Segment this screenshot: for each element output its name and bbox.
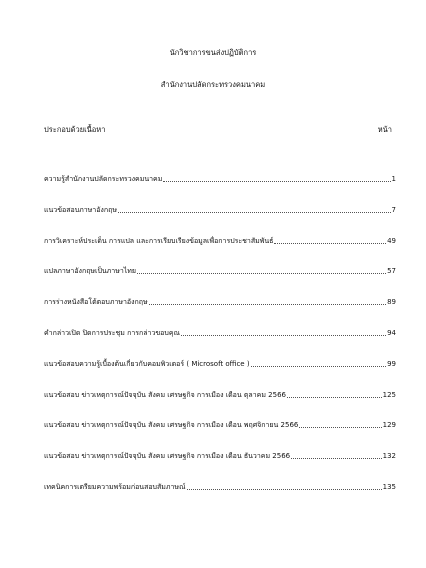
toc-entry-page: 57 <box>387 267 396 276</box>
toc-entry <box>44 297 396 307</box>
toc-entry-title: การร่างหนังสือโต้ตอบภาษาอังกฤษ <box>44 298 148 307</box>
toc-leader-dots <box>291 458 382 459</box>
toc-leader-dots <box>163 181 390 182</box>
toc-entry <box>44 236 396 246</box>
toc-leader-dots <box>274 243 386 244</box>
toc-entry-title: แปลภาษาอังกฤษเป็นภาษาไทย <box>44 267 136 276</box>
toc-entry-page: 129 <box>382 421 396 430</box>
toc-entry <box>44 482 396 492</box>
toc-entry-page: 1 <box>391 175 396 183</box>
toc-entry-title: เทคนิคการเตรียมความพร้อมก่อนสอบสัมภาษณ์ <box>44 482 186 491</box>
toc-entry-title: การวิเคราะห์ประเด็น การแปล และการเรียบเรียงข้อมูลเพื่อการประชาสัมพันธ์ <box>44 236 274 245</box>
contents-heading: ประกอบด้วยเนื้อหา <box>44 125 106 134</box>
toc-entry <box>44 390 396 400</box>
toc-entry-page: 135 <box>382 482 396 491</box>
toc-entry-title: ความรู้สำนักงานปลัดกระทรวงคมนาคม <box>44 175 163 183</box>
toc-entry <box>44 205 396 215</box>
toc-entry-title: แนวข้อสอบ ข่าวเหตุการณ์ปัจจุบัน สังคม เศรษฐกิจ การเมือง เดือน ตุลาคม 2566 <box>44 390 286 399</box>
page-column-heading: หน้า <box>377 125 392 134</box>
table-of-contents <box>44 174 396 513</box>
toc-entry-page: 99 <box>387 359 396 368</box>
toc-entry <box>44 420 396 430</box>
toc-entry-page: 89 <box>387 298 396 307</box>
toc-entry-title: แนวข้อสอบภาษาอังกฤษ <box>44 205 117 214</box>
toc-leader-dots <box>299 427 381 428</box>
toc-leader-dots <box>149 304 386 305</box>
toc-leader-dots <box>251 366 387 367</box>
toc-entry <box>44 266 396 276</box>
document-title: นักวิชาการขนส่งปฏิบัติการ <box>169 48 257 57</box>
document-subtitle: สำนักงานปลัดกระทรวงคมนาคม <box>160 80 266 89</box>
toc-entry <box>44 359 396 369</box>
toc-entry-page: 49 <box>387 236 396 245</box>
toc-entry-title: แนวข้อสอบ ข่าวเหตุการณ์ปัจจุบัน สังคม เศรษฐกิจ การเมือง เดือน ธันวาคม 2566 <box>44 452 291 461</box>
toc-entry-title: แนวข้อสอบความรู้เบื้องต้นเกี่ยวกับคอมพิวเตอร์ ( Microsoft office ) <box>44 359 250 368</box>
toc-entry <box>44 451 396 461</box>
toc-entry-page: 7 <box>391 205 396 214</box>
toc-leader-dots <box>187 489 382 490</box>
toc-entry-page: 125 <box>382 390 396 399</box>
toc-leader-dots <box>181 335 386 336</box>
toc-entry <box>44 174 396 184</box>
toc-entry <box>44 328 396 338</box>
toc-leader-dots <box>137 273 386 274</box>
toc-entry-page: 132 <box>382 452 396 461</box>
toc-leader-dots <box>287 397 382 398</box>
toc-entry-page: 94 <box>387 328 396 337</box>
toc-leader-dots <box>118 212 391 213</box>
toc-entry-title: แนวข้อสอบ ข่าวเหตุการณ์ปัจจุบัน สังคม เศรษฐกิจ การเมือง เดือน พฤศจิกายน 2566 <box>44 421 299 430</box>
toc-entry-title: คำกล่าวเปิด ปิดการประชุม การกล่าวขอบคุณ <box>44 328 181 337</box>
